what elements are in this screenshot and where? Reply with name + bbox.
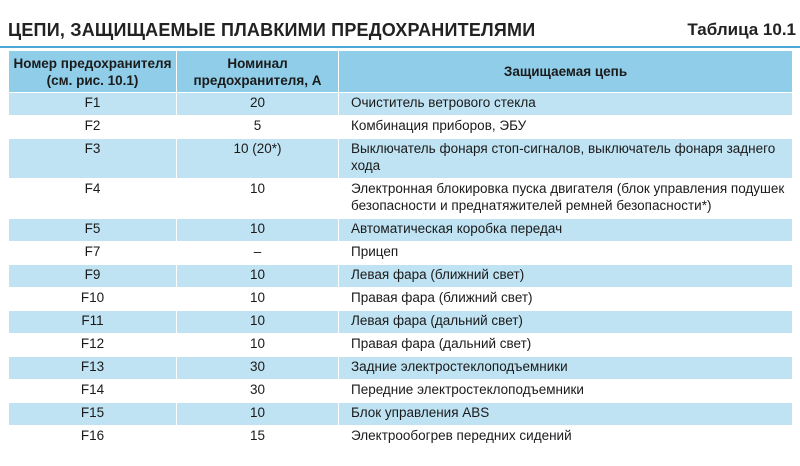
fuse-rating: 10 xyxy=(177,265,339,288)
fuse-rating: 10 xyxy=(177,311,339,334)
fuse-rating: 30 xyxy=(177,380,339,403)
table-row xyxy=(9,179,793,219)
table-row xyxy=(9,265,793,288)
fuse-rating: 30 xyxy=(177,357,339,380)
table-row xyxy=(9,93,793,116)
fuse-number: F14 xyxy=(9,380,177,403)
fuse-rating: 10 xyxy=(177,179,339,219)
fuse-number: F3 xyxy=(9,139,177,179)
table-number: Таблица 10.1 xyxy=(687,20,796,39)
fuse-rating: – xyxy=(177,242,339,265)
table-header-row xyxy=(9,51,793,93)
fuse-number: F1 xyxy=(9,93,177,116)
fuse-rating: 15 xyxy=(177,426,339,449)
fuse-rating: 10 (20*) xyxy=(177,139,339,179)
fuse-number: F11 xyxy=(9,311,177,334)
fuse-number: F2 xyxy=(9,116,177,139)
column-header-fuse-number: Номер предохранителя (см. рис. 10.1) xyxy=(9,51,177,93)
section-title: ЦЕПИ, ЗАЩИЩАЕМЫЕ ПЛАВКИМИ ПРЕДОХРАНИТЕЛЯМИ xyxy=(8,20,536,40)
protected-circuit: Левая фара (дальний свет) xyxy=(339,311,793,334)
table-row xyxy=(9,139,793,179)
protected-circuit: Задние электростеклоподъемники xyxy=(339,357,793,380)
table-row xyxy=(9,334,793,357)
fuse-rating: 5 xyxy=(177,116,339,139)
title-row xyxy=(0,18,800,46)
title-rule xyxy=(0,46,800,48)
fuse-rating: 10 xyxy=(177,219,339,242)
fuse-rating: 10 xyxy=(177,288,339,311)
fuse-table xyxy=(8,50,793,449)
table-row xyxy=(9,288,793,311)
fuse-rating: 20 xyxy=(177,93,339,116)
protected-circuit: Правая фара (дальний свет) xyxy=(339,334,793,357)
table-row xyxy=(9,357,793,380)
fuse-number: F13 xyxy=(9,357,177,380)
protected-circuit: Правая фара (ближний свет) xyxy=(339,288,793,311)
fuse-rating: 10 xyxy=(177,403,339,426)
table-row xyxy=(9,403,793,426)
fuse-rating: 10 xyxy=(177,334,339,357)
protected-circuit: Комбинация приборов, ЭБУ xyxy=(339,116,793,139)
table-row xyxy=(9,380,793,403)
protected-circuit: Прицеп xyxy=(339,242,793,265)
protected-circuit: Автоматическая коробка передач xyxy=(339,219,793,242)
table-row xyxy=(9,219,793,242)
fuse-number: F4 xyxy=(9,179,177,219)
protected-circuit: Блок управления ABS xyxy=(339,403,793,426)
fuse-number: F9 xyxy=(9,265,177,288)
fuse-number: F7 xyxy=(9,242,177,265)
fuse-number: F16 xyxy=(9,426,177,449)
protected-circuit: Левая фара (ближний свет) xyxy=(339,265,793,288)
column-header-circuit: Защищаемая цепь xyxy=(339,51,793,93)
table-row xyxy=(9,311,793,334)
protected-circuit: Выключатель фонаря стоп-сигналов, выключатель фонаря заднего хода xyxy=(339,139,793,179)
fuse-number: F5 xyxy=(9,219,177,242)
fuse-number: F12 xyxy=(9,334,177,357)
fuse-number: F15 xyxy=(9,403,177,426)
protected-circuit: Очиститель ветрового стекла xyxy=(339,93,793,116)
protected-circuit: Электрообогрев передних сидений xyxy=(339,426,793,449)
table-row xyxy=(9,242,793,265)
protected-circuit: Электронная блокировка пуска двигателя (блок управления подушек безопасности и преднатяжителей ремней безопасности*) xyxy=(339,179,793,219)
table-row xyxy=(9,116,793,139)
column-header-rating: Номинал предохранителя, А xyxy=(177,51,339,93)
protected-circuit: Передние электростеклоподъемники xyxy=(339,380,793,403)
table-row xyxy=(9,426,793,449)
fuse-number: F10 xyxy=(9,288,177,311)
